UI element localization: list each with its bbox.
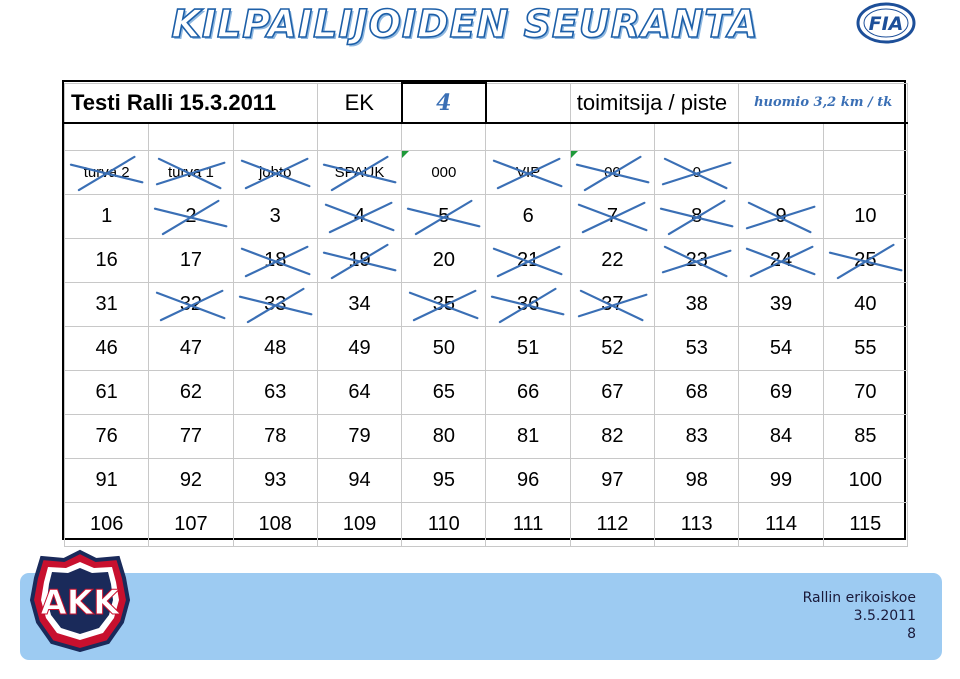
number-row [65,371,908,415]
competitor-cell [65,239,149,283]
competitor-cell [823,459,907,503]
competitor-number: 49 [348,337,371,359]
code-cell [233,151,317,195]
competitor-cell [486,371,570,415]
competitor-number: 10 [854,205,877,227]
competitor-cell [149,283,233,327]
competitor-cell [739,239,823,283]
competitor-number: 46 [95,337,118,359]
competitor-cell [233,459,317,503]
competitor-cell [739,327,823,371]
codes-row [65,151,908,195]
competitor-cell [317,503,401,547]
code-label: 000 [431,164,457,181]
competitor-cell [655,415,739,459]
competitor-number: 3 [269,205,281,227]
code-cell [65,151,149,195]
competitor-number: 22 [601,249,624,271]
page-title: KILPAILIJOIDEN SEURANTA [171,2,759,46]
competitor-cell [233,283,317,327]
competitor-cell [402,371,486,415]
competitor-cell [317,459,401,503]
competitor-cell [655,459,739,503]
comment-marker [402,151,409,158]
competitor-number: 91 [95,469,118,491]
competitor-number: 85 [854,425,877,447]
competitor-number: 19 [348,249,371,271]
competitor-cell [149,327,233,371]
competitor-cell [486,195,570,239]
fia-logo [856,2,916,44]
competitor-cell [233,415,317,459]
competitor-number: 33 [264,293,287,315]
competitor-number: 70 [854,381,877,403]
competitor-cell [486,283,570,327]
competitor-cell [570,459,654,503]
competitor-cell [570,283,654,327]
competitor-cell [65,503,149,547]
code-cell [402,151,486,195]
competitor-cell [570,503,654,547]
competitor-number: 1 [101,205,113,227]
code-label: johto [258,164,292,181]
competitor-number: 78 [264,425,287,447]
code-cell [486,151,570,195]
competitor-cell [823,371,907,415]
competitor-number: 80 [432,425,455,447]
competitor-number: 40 [854,293,877,315]
competitor-cell [570,371,654,415]
competitor-cell [317,371,401,415]
competitor-number: 32 [179,293,203,315]
number-row [65,459,908,503]
competitor-number: 34 [348,293,371,315]
competitor-cell [402,195,486,239]
competitor-cell [655,195,739,239]
competitor-number: 35 [432,293,455,315]
competitor-cell [149,195,233,239]
competitor-cell [149,371,233,415]
competitor-number: 37 [601,293,624,315]
competitor-number: 55 [854,337,877,359]
competitor-number: 24 [769,249,793,271]
code-label: turva 1 [168,164,214,181]
code-cell [570,151,654,195]
empty-header-cell [486,83,570,123]
competitor-number: 21 [517,249,540,271]
competitor-cell [149,415,233,459]
competitor-number: 38 [685,293,708,315]
competitor-number: 53 [685,337,708,359]
number-row [65,415,908,459]
number-row [65,195,908,239]
competitor-cell [486,327,570,371]
competitor-number: 2 [185,205,197,227]
competitor-number: 39 [769,293,793,315]
competitor-cell [233,503,317,547]
competitor-cell [486,239,570,283]
code-label: 0 [692,164,701,181]
number-row [65,503,908,547]
competitor-number: 113 [680,513,713,535]
competitor-number: 106 [89,513,124,535]
competitor-cell [65,415,149,459]
competitor-number: 31 [95,293,118,315]
competitor-cell [739,415,823,459]
footer-date: 3.5.2011 [853,608,916,624]
code-cell [317,151,401,195]
competitor-cell [655,371,739,415]
code-cell [823,151,907,195]
number-row [65,283,908,327]
competitor-number: 108 [258,513,292,535]
code-label: 00 [604,164,621,181]
competitor-number: 111 [512,513,544,535]
note: huomio 3,2 km / tk [739,83,908,123]
competitor-number: 54 [769,337,793,359]
competitor-number: 94 [348,469,371,491]
code-cell [655,151,739,195]
fia-logo-text: FIA [868,13,904,35]
competitor-cell [823,415,907,459]
competitor-number: 17 [179,249,203,271]
competitor-number: 69 [769,381,793,403]
page-number: 8 [907,626,916,642]
competitor-cell [655,327,739,371]
competitor-number: 76 [95,425,118,447]
ek-value: 4 [402,83,486,123]
competitor-cell [823,239,907,283]
competitor-cell [233,195,317,239]
competitor-cell [570,415,654,459]
competitor-number: 20 [432,249,455,271]
competitor-cell [739,283,823,327]
competitor-cell [402,239,486,283]
competitor-number: 95 [432,469,455,491]
competitor-number: 5 [438,205,450,227]
competitor-number: 93 [264,469,287,491]
blank-row [65,123,908,151]
footer-subtitle: Rallin erikoiskoe [802,590,916,606]
competitor-number: 52 [601,337,624,359]
competitor-number: 63 [264,381,287,403]
code-cell [739,151,823,195]
competitor-cell [317,327,401,371]
competitor-cell [65,459,149,503]
competitor-number: 84 [769,425,793,447]
competitor-number: 109 [342,513,377,535]
competitor-number: 81 [517,425,540,447]
competitor-cell [233,327,317,371]
competitor-number: 16 [95,249,118,271]
competitor-cell [65,283,149,327]
competitor-number: 77 [179,425,203,447]
number-row [65,327,908,371]
competitor-number: 110 [427,513,460,535]
competitor-cell [402,415,486,459]
code-label: turva 2 [83,164,130,181]
akk-logo [28,548,132,652]
competitor-number: 97 [601,469,624,491]
competitor-cell [486,503,570,547]
competitor-number: 96 [517,469,540,491]
competitor-cell [317,239,401,283]
competitor-number: 112 [596,513,629,535]
competitor-cell [402,283,486,327]
competitor-number: 8 [691,205,703,227]
competitor-cell [486,415,570,459]
competitor-cell [823,503,907,547]
competitor-number: 83 [685,425,708,447]
competitor-cell [149,239,233,283]
competitor-number: 65 [432,381,455,403]
competitor-cell [739,371,823,415]
competitor-number: 7 [606,205,618,227]
competitor-cell [65,327,149,371]
code-label: SPAUK [334,164,385,181]
competitor-cell [317,415,401,459]
competitor-number: 64 [348,381,371,403]
event-name: Testi Ralli 15.3.2011 [65,83,318,123]
competitor-number: 18 [264,249,287,271]
competitor-cell [655,503,739,547]
competitor-cell [739,195,823,239]
competitor-cell [570,195,654,239]
competitor-cell [570,327,654,371]
competitor-cell [233,371,317,415]
competitor-number: 51 [517,337,540,359]
competitor-number: 115 [849,513,882,535]
header-row [65,83,908,123]
competitor-cell [655,239,739,283]
akk-logo-text: AKK [40,583,120,623]
competitor-cell [65,195,149,239]
competitor-number: 48 [264,337,287,359]
competitor-number: 107 [174,513,208,535]
competitor-cell [739,459,823,503]
competitor-number: 9 [775,205,787,227]
code-label: VIP [516,164,541,181]
competitor-cell [402,459,486,503]
competitor-cell [823,327,907,371]
comment-marker [571,151,578,158]
competitor-number: 66 [517,381,540,403]
competitor-cell [149,459,233,503]
code-cell [149,151,233,195]
competitor-cell [317,195,401,239]
tracking-sheet [62,80,906,540]
competitor-number: 4 [353,205,366,227]
role-label: toimitsija / piste [570,83,739,123]
ek-label: EK [317,83,401,123]
competitor-number: 99 [769,469,793,491]
competitor-number: 47 [179,337,203,359]
competitor-cell [739,503,823,547]
competitor-number: 36 [517,293,540,315]
competitor-number: 67 [601,381,624,403]
number-rows [65,195,908,547]
competitor-cell [65,371,149,415]
tracking-table [64,82,908,547]
competitor-number: 114 [765,513,797,535]
competitor-cell [149,503,233,547]
footer-bar [20,573,942,660]
competitor-number: 6 [522,205,534,227]
competitor-number: 92 [179,469,203,491]
competitor-cell [233,239,317,283]
number-row [65,239,908,283]
competitor-number: 82 [601,425,624,447]
competitor-cell [402,327,486,371]
competitor-cell [402,503,486,547]
competitor-number: 79 [348,425,371,447]
competitor-number: 98 [685,469,708,491]
competitor-number: 61 [95,381,118,403]
competitor-number: 68 [685,381,708,403]
competitor-cell [570,239,654,283]
competitor-cell [823,283,907,327]
competitor-cell [823,195,907,239]
competitor-number: 62 [179,381,203,403]
competitor-cell [655,283,739,327]
competitor-cell [486,459,570,503]
competitor-cell [317,283,401,327]
footer-text [803,589,916,643]
competitor-number: 100 [848,469,883,491]
competitor-number: 25 [854,249,877,271]
competitor-number: 50 [432,337,455,359]
competitor-number: 23 [685,249,708,271]
